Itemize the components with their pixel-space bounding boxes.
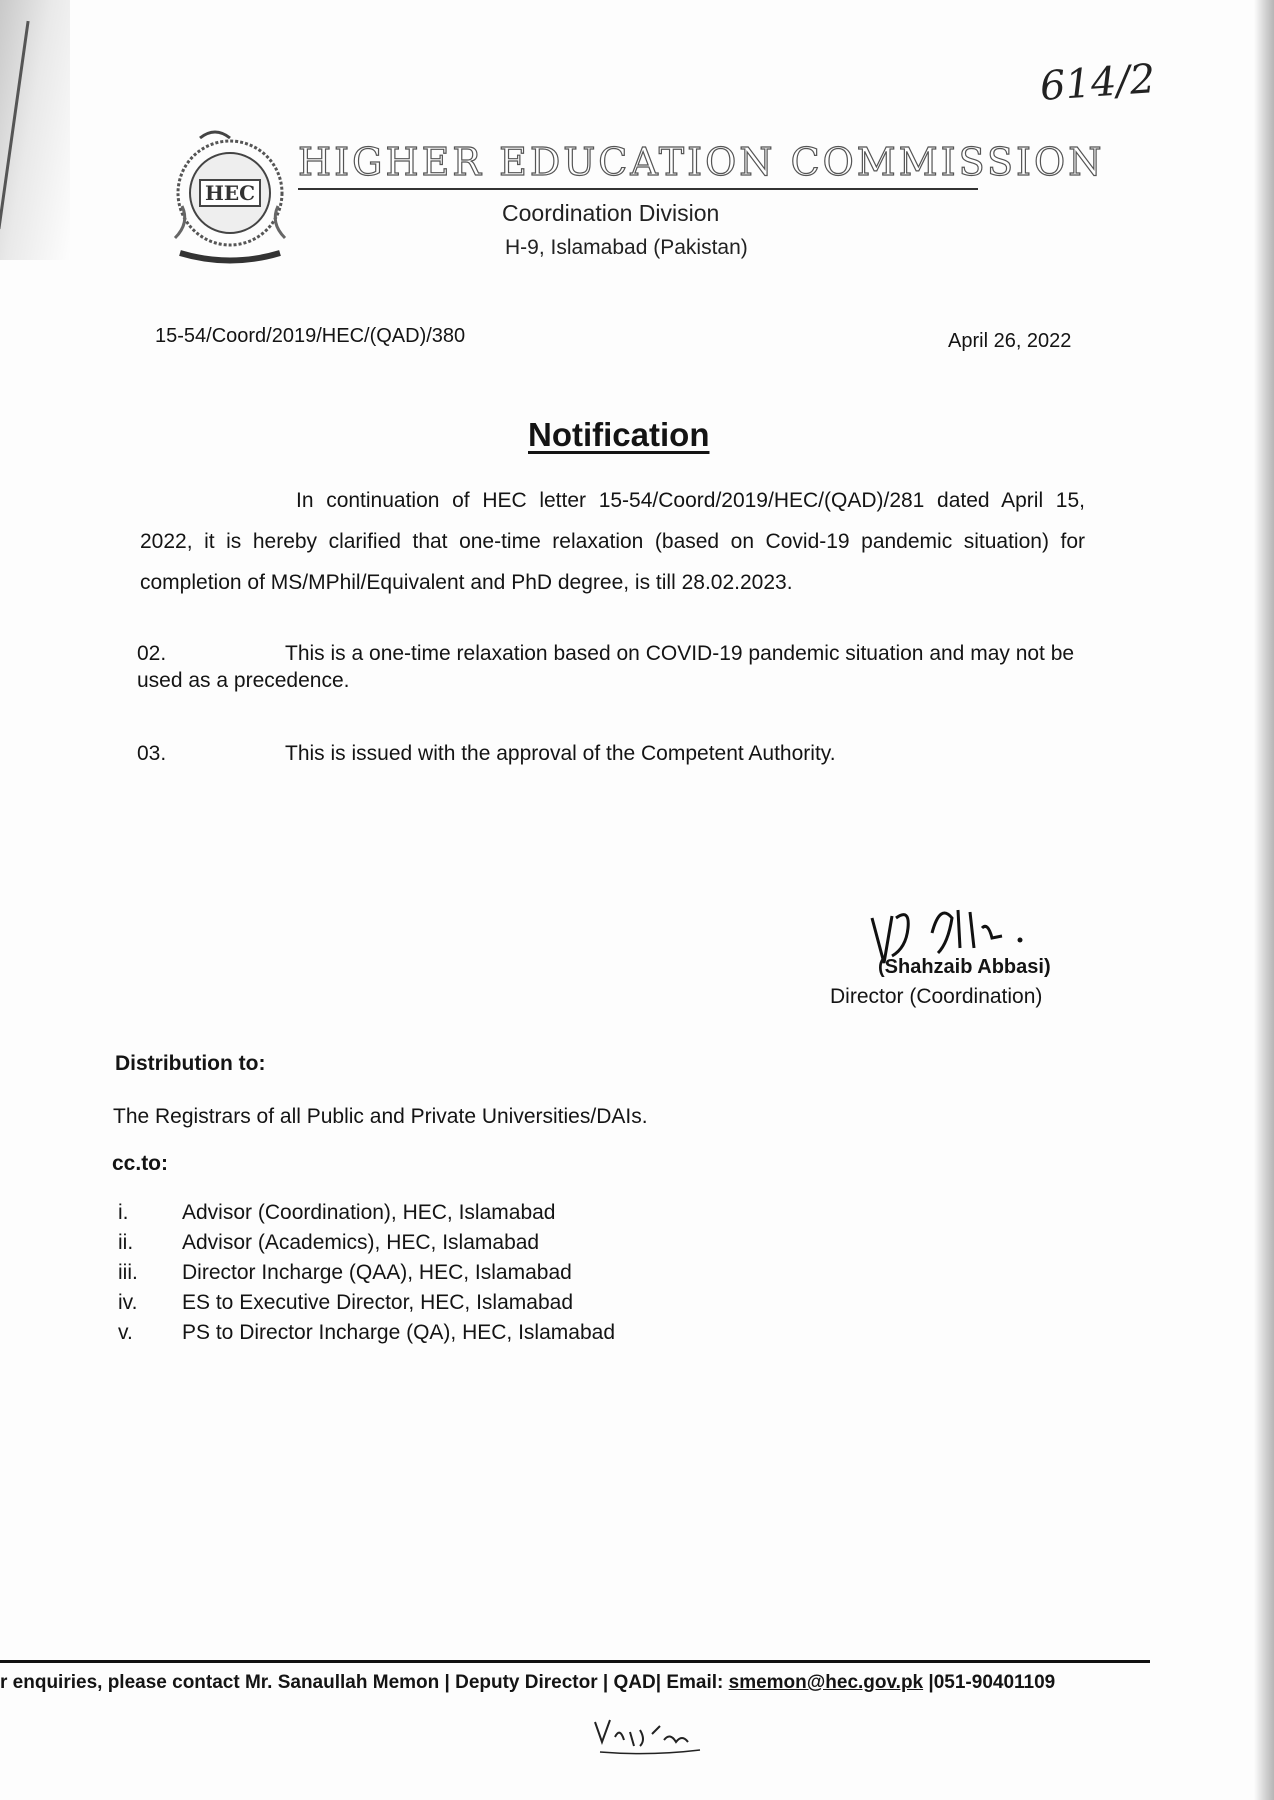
cc-item-text: PS to Director Incharge (QA), HEC, Islamabad — [182, 1321, 615, 1344]
footer-phone: |051-90401109 — [923, 1672, 1056, 1693]
cc-item-number: ii. — [118, 1231, 134, 1254]
signatory-name: (Shahzaib Abbasi) — [878, 956, 1051, 978]
header-divider — [298, 188, 978, 190]
cc-label: cc.to: — [112, 1152, 169, 1175]
cc-item-number: v. — [118, 1321, 133, 1344]
signatory-title: Director (Coordination) — [830, 985, 1043, 1008]
cc-item-text: ES to Executive Director, HEC, Islamabad — [182, 1291, 573, 1314]
distribution-recipients: The Registrars of all Public and Private Universities/DAIs. — [113, 1105, 648, 1128]
notification-title: Notification — [528, 416, 710, 453]
paragraph-3 — [137, 740, 1087, 767]
cc-list — [112, 1198, 615, 1348]
footer-contact — [0, 1672, 1055, 1694]
cc-item-text: Director Incharge (QAA), HEC, Islamabad — [182, 1261, 572, 1284]
paragraph-1: In continuation of HEC letter 15-54/Coord/2019/HEC/(QAD)/281 dated April 15, 2022, it is hereby clarified that one-time relaxation (based on Covid-19 pandemic situation) for completion of MS/MPhil/Equivalent and PhD degree, is till 28.02.2023. — [140, 489, 1085, 594]
cc-list-item — [112, 1228, 615, 1258]
scan-shadow-right — [1254, 0, 1274, 1800]
cc-item-text: Advisor (Coordination), HEC, Islamabad — [182, 1201, 556, 1224]
footer-divider — [0, 1660, 1150, 1663]
cc-item-number: iii. — [118, 1261, 138, 1284]
paragraph-2-text: This is a one-time relaxation based on COVID-19 pandemic situation and may not be used as a precedence. — [137, 642, 1075, 692]
cc-list-item — [112, 1198, 615, 1228]
cc-list-item — [112, 1258, 615, 1288]
organization-name: HIGHER EDUCATION COMMISSION — [298, 140, 1105, 184]
cc-item-number: iv. — [118, 1291, 138, 1314]
cc-item-text: Advisor (Academics), HEC, Islamabad — [182, 1231, 540, 1254]
letter-reference: 15-54/Coord/2019/HEC/(QAD)/380 — [155, 325, 466, 347]
division-name: Coordination Division — [502, 200, 720, 226]
paragraph-3-text: This is issued with the approval of the Competent Authority. — [285, 742, 836, 765]
handwritten-file-number: 614/2 — [1038, 56, 1157, 110]
paragraph-3-number: 03. — [137, 742, 167, 765]
footer-contact-text: r enquiries, please contact Mr. Sanaullah Memon | Deputy Director | QAD| Email: — [0, 1672, 729, 1693]
distribution-label: Distribution to: — [115, 1052, 266, 1075]
paragraph-2 — [137, 640, 1087, 694]
handwritten-initials-icon — [590, 1712, 720, 1762]
scan-shadow-left — [0, 0, 70, 260]
organization-address: H-9, Islamabad (Pakistan) — [505, 236, 748, 259]
letter-date: April 26, 2022 — [948, 330, 1072, 352]
cc-list-item — [112, 1288, 615, 1318]
hec-logo-icon — [160, 128, 300, 278]
cc-list-item — [112, 1318, 615, 1348]
footer-email-link[interactable]: smemon@hec.gov.pk — [728, 1672, 924, 1693]
hec-logo-text: HEC — [204, 181, 256, 205]
cc-item-number: i. — [118, 1201, 129, 1224]
paragraph-2-number: 02. — [137, 642, 167, 665]
